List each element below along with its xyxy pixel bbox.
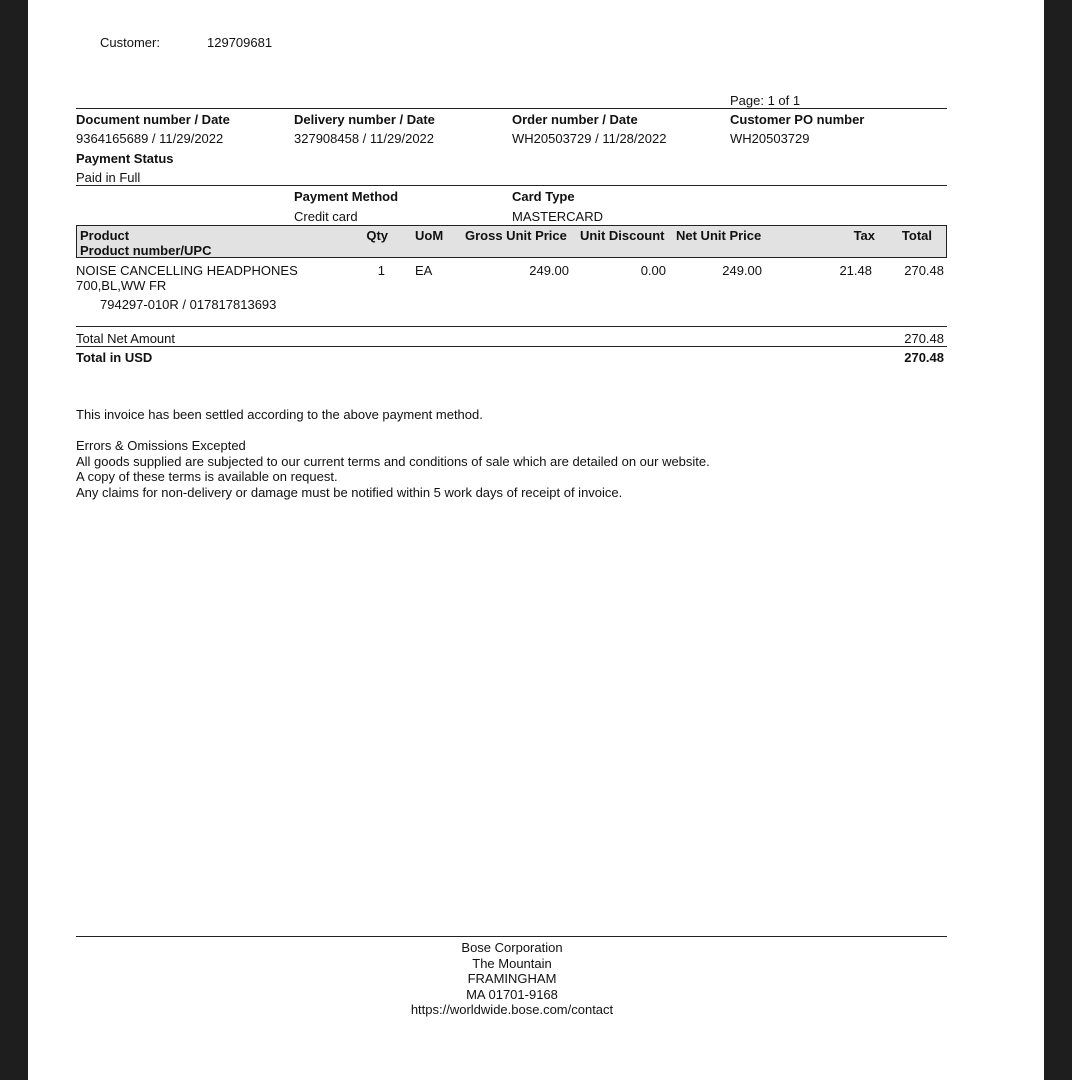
- payment-status-label: Payment Status: [76, 151, 174, 166]
- col-header-product-number: Product number/UPC: [80, 243, 212, 258]
- item-product-number-upc: 794297-010R / 017817813693: [100, 297, 277, 312]
- order-number-label: Order number / Date: [512, 112, 638, 127]
- claims-note: Any claims for non-delivery or damage must be notified within 5 work days of receipt of invoice.: [76, 485, 623, 500]
- settled-note: This invoice has been settled according to the above payment method.: [76, 407, 483, 422]
- total-net-amount-label: Total Net Amount: [76, 331, 175, 346]
- customer-po-value: WH20503729: [730, 131, 810, 146]
- divider: [76, 326, 947, 327]
- company-url[interactable]: https://worldwide.bose.com/contact: [410, 1002, 614, 1017]
- card-type-label: Card Type: [512, 189, 575, 204]
- col-header-unit-discount: Unit Discount: [580, 228, 665, 243]
- col-header-tax: Tax: [853, 228, 875, 243]
- errors-note: Errors & Omissions Excepted: [76, 438, 246, 453]
- company-city: FRAMINGHAM: [467, 971, 557, 986]
- payment-method-label: Payment Method: [294, 189, 399, 204]
- customer-label: Customer:: [100, 35, 160, 50]
- company-street: The Mountain: [472, 955, 552, 971]
- payment-status-value: Paid in Full: [76, 170, 141, 185]
- total-net-amount-value: 270.48: [904, 331, 944, 346]
- customer-number: 129709681: [207, 35, 273, 50]
- col-header-uom: UoM: [415, 228, 444, 243]
- item-net-unit-price: 249.00: [722, 263, 762, 278]
- col-header-product: Product: [80, 228, 130, 243]
- delivery-number-value: 327908458 / 11/29/2022: [294, 131, 435, 146]
- customer-po-label: Customer PO number: [730, 112, 865, 127]
- delivery-number-label: Delivery number / Date: [294, 112, 435, 127]
- divider: [76, 108, 947, 109]
- document-number-value: 9364165689 / 11/29/2022: [76, 131, 224, 146]
- item-uom: EA: [415, 263, 433, 278]
- col-header-total: Total: [901, 228, 932, 243]
- total-usd-label: Total in USD: [76, 350, 153, 365]
- col-header-gross-unit-price: Gross Unit Price: [465, 228, 567, 243]
- terms-note: All goods supplied are subjected to our current terms and conditions of sale which are detailed on our website.: [76, 454, 710, 469]
- col-header-net-unit-price: Net Unit Price: [676, 228, 762, 243]
- company-address: [28, 940, 996, 1018]
- divider: [76, 185, 947, 186]
- document-number-label: Document number / Date: [76, 112, 230, 127]
- company-name: Bose Corporation: [461, 940, 563, 955]
- order-number-value: WH20503729 / 11/28/2022: [512, 131, 667, 146]
- payment-method-value: Credit card: [294, 209, 358, 224]
- item-tax: 21.48: [839, 263, 872, 278]
- copy-note: A copy of these terms is available on request.: [76, 469, 338, 484]
- page-indicator: Page: 1 of 1: [730, 93, 801, 108]
- item-gross-unit-price: 249.00: [529, 263, 569, 278]
- company-state-zip: MA 01701-9168: [466, 986, 558, 1002]
- invoice-page: [28, 0, 1044, 1080]
- item-qty: 1: [377, 263, 385, 278]
- divider: [76, 346, 947, 347]
- item-description-line2: 700,BL,WW FR: [76, 278, 167, 293]
- total-usd-value: 270.48: [904, 350, 944, 365]
- col-header-qty: Qty: [366, 228, 388, 243]
- footer-divider: [76, 936, 947, 937]
- item-total: 270.48: [904, 263, 944, 278]
- item-description-line1: NOISE CANCELLING HEADPHONES: [76, 263, 298, 278]
- item-unit-discount: 0.00: [640, 263, 666, 278]
- card-type-value: MASTERCARD: [512, 209, 604, 224]
